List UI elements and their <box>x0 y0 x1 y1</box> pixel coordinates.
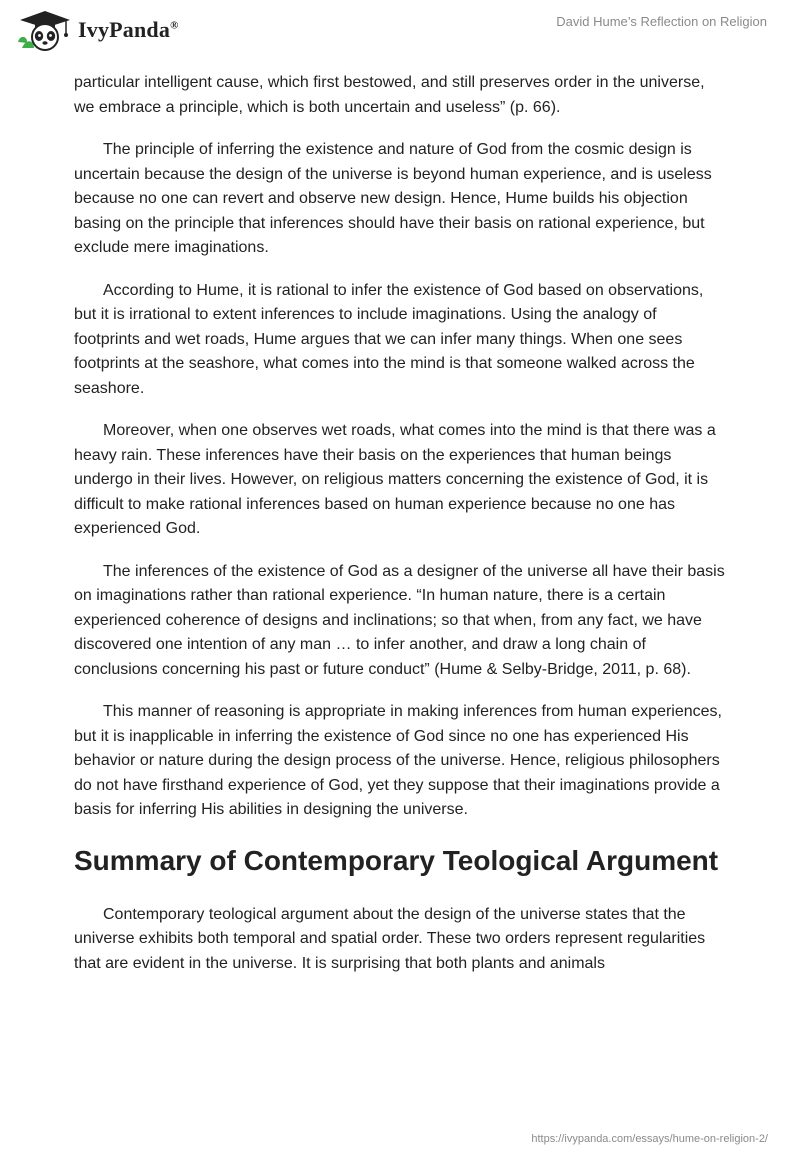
paragraph: The inferences of the existence of God as a designer of the universe all have their basis on imaginations rather than rational experience. “In human nature, there is a certain experienced coherence of designs and inclinations; so that when, from any fact, we have discovered one intention of any man … to infer another, and draw a long chain of conclusions concerning his past or future conduct” (Hume & Selby-Bridge, 2011, p. 68). <box>74 562 725 678</box>
document-title: David Hume’s Reflection on Religion <box>556 14 767 29</box>
footer-url[interactable]: https://ivypanda.com/essays/hume-on-religion-2/ <box>531 1133 768 1145</box>
brand-logo[interactable] <box>16 8 179 52</box>
essay-body <box>74 71 726 994</box>
paragraph: Contemporary teological argument about the design of the universe states that the universe exhibits both temporal and spatial order. These two orders represent regularities that are evident in the universe. It is surprising that both plants and animals <box>74 905 706 972</box>
paragraph: particular intelligent cause, which first bestowed, and still preserves order in the universe, we embrace a principle, which is both uncertain and useless” (p. 66). <box>74 74 705 116</box>
brand-name: IvyPanda® <box>78 17 179 42</box>
section-heading: Summary of Contemporary Teological Argument <box>74 844 719 876</box>
panda-graduate-icon <box>16 8 74 52</box>
paragraph: According to Hume, it is rational to infer the existence of God based on observations, but it is irrational to extent inferences to include imaginations. Using the analogy of footprints and wet roads, Hume argues that we can infer many things. When one sees footprints at the seashore, what comes into the mind is that someone walked across the seashore. <box>74 281 704 397</box>
paragraph: Moreover, when one observes wet roads, what comes into the mind is that there was a heavy rain. These inferences have their basis on the experiences that human beings undergo in their lives. However, on religious matters concerning the existence of God, it is difficult to make rational inferences based on human experience because no one has experienced God. <box>74 422 716 537</box>
paragraph: This manner of reasoning is appropriate in making inferences from human experiences, but it is inapplicable in inferring the existence of God since no one has experienced His behavior or nature during the design process of the universe. Hence, religious philosophers do not have firsthand experience of God, yet they suppose that their imaginations provide a basis for inferring His abilities in designing the universe. <box>74 703 722 818</box>
paragraph: The principle of inferring the existence and nature of God from the cosmic design is uncertain because the design of the universe is beyond human experience, and is useless because no one can revert and observe new design. Hence, Hume builds his objection basing on the principle that inferences should have their basis on rational experience, but exclude mere imaginations. <box>74 141 712 256</box>
page-header <box>0 0 800 70</box>
